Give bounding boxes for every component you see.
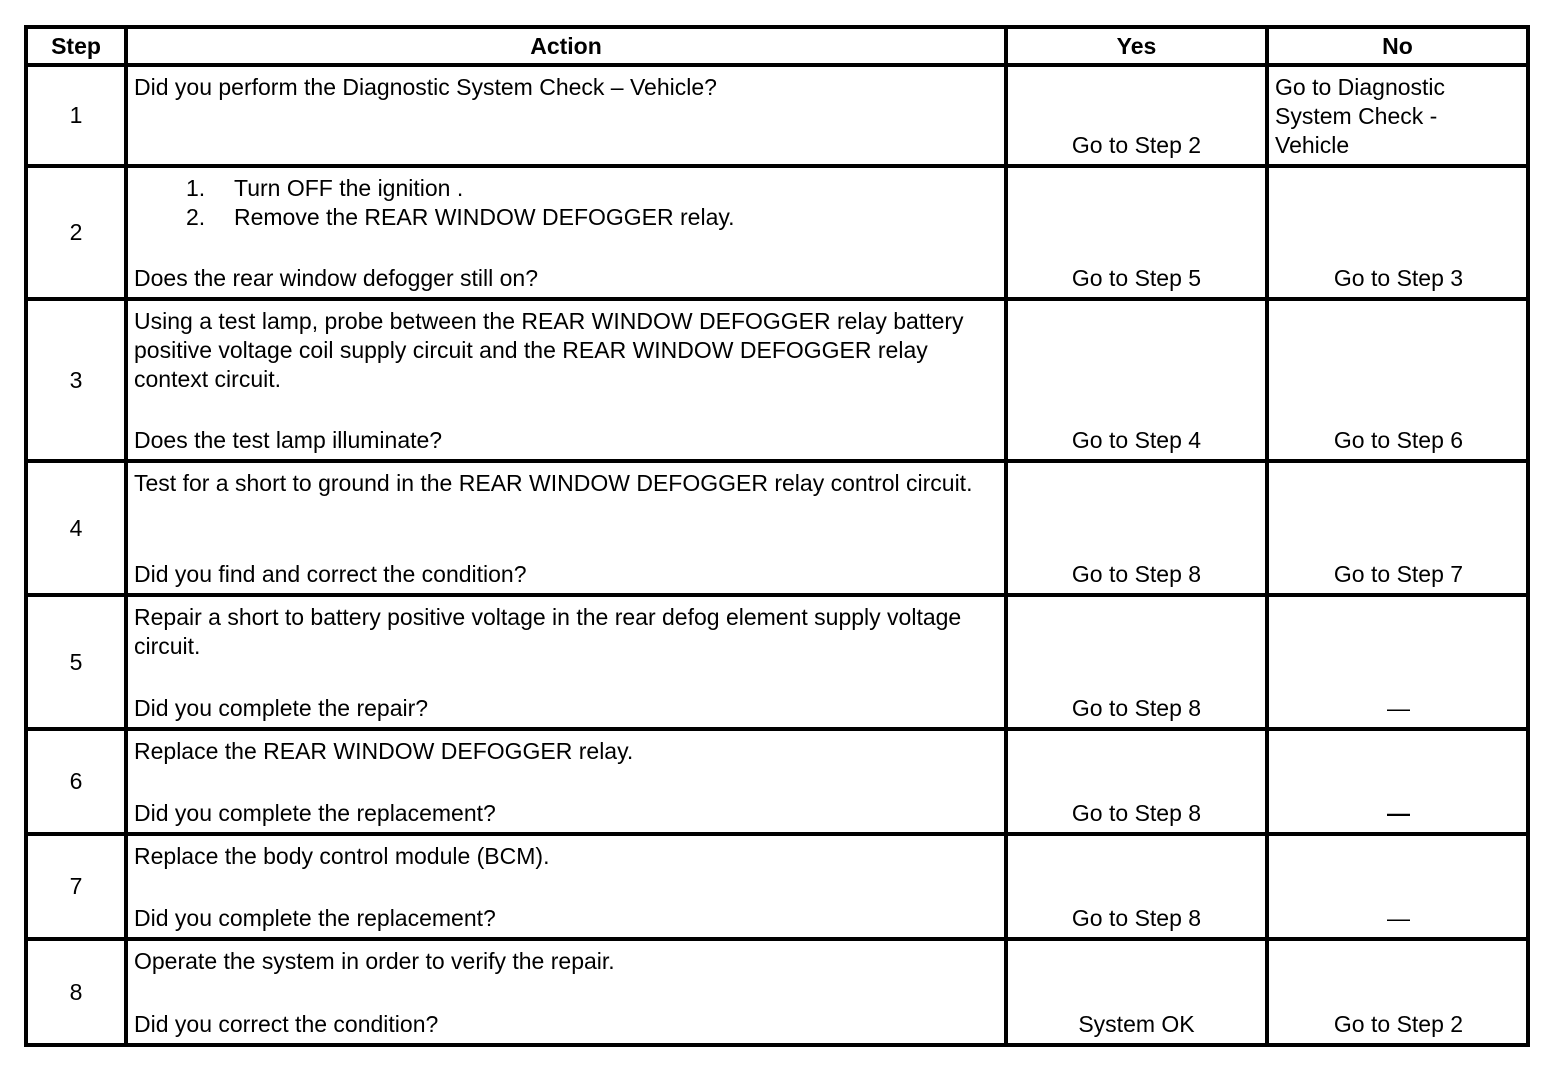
- no-cell: [1267, 461, 1528, 595]
- yes-result: Go to Step 8: [1071, 561, 1202, 587]
- yes-result: Go to Step 8: [1071, 800, 1202, 826]
- yes-cell: [1006, 299, 1267, 461]
- list-item-number: 2.: [186, 204, 206, 230]
- action-question: Did you complete the repair?: [134, 695, 429, 721]
- header-yes: Yes: [1006, 27, 1267, 65]
- procedure-list: [134, 174, 998, 232]
- list-item-number: 1.: [186, 175, 206, 201]
- no-result: Go to Step 2: [1333, 1011, 1464, 1037]
- table-row: [26, 166, 1528, 299]
- list-item: [186, 174, 998, 203]
- action-cell: [126, 166, 1006, 299]
- yes-cell: [1006, 65, 1267, 166]
- action-text: Operate the system in order to verify the repair.: [134, 948, 615, 974]
- header-step: Step: [26, 27, 126, 65]
- table-row: [26, 729, 1528, 834]
- yes-cell: [1006, 729, 1267, 834]
- step-number: 4: [26, 461, 126, 595]
- action-cell: [126, 834, 1006, 939]
- no-cell: [1267, 729, 1528, 834]
- yes-result: Go to Step 8: [1071, 905, 1202, 931]
- step-number: 2: [26, 166, 126, 299]
- table-row: [26, 595, 1528, 729]
- no-result: Go to Step 6: [1333, 427, 1464, 453]
- table-row: [26, 939, 1528, 1045]
- yes-cell: [1006, 595, 1267, 729]
- list-item-text: Turn OFF the ignition .: [234, 175, 464, 201]
- yes-cell: [1006, 939, 1267, 1045]
- no-cell: [1267, 65, 1528, 166]
- step-number: 5: [26, 595, 126, 729]
- action-question: Did you find and correct the condition?: [134, 561, 527, 587]
- table-row: [26, 65, 1528, 166]
- action-question: Does the rear window defogger still on?: [134, 265, 539, 291]
- step-number: 1: [26, 65, 126, 166]
- header-action: Action: [126, 27, 1006, 65]
- yes-cell: [1006, 166, 1267, 299]
- yes-result: System OK: [1078, 1011, 1195, 1037]
- action-text: Test for a short to ground in the REAR WINDOW DEFOGGER relay control circuit.: [134, 470, 973, 496]
- action-text: Did you perform the Diagnostic System Check – Vehicle?: [134, 74, 717, 100]
- yes-result: Go to Step 8: [1071, 695, 1202, 721]
- header-no: No: [1267, 27, 1528, 65]
- action-cell: [126, 729, 1006, 834]
- yes-result: Go to Step 2: [1071, 132, 1202, 158]
- step-number: 7: [26, 834, 126, 939]
- diagnostic-table: [24, 25, 1530, 1047]
- yes-cell: [1006, 834, 1267, 939]
- action-cell: [126, 65, 1006, 166]
- action-cell: [126, 595, 1006, 729]
- no-cell: [1267, 939, 1528, 1045]
- yes-result: Go to Step 5: [1071, 265, 1202, 291]
- action-cell: [126, 299, 1006, 461]
- action-text: Repair a short to battery positive voltage in the rear defog element supply voltage circuit.: [134, 604, 962, 659]
- no-result: Go to Step 7: [1333, 561, 1464, 587]
- list-item: [186, 203, 998, 232]
- step-number: 6: [26, 729, 126, 834]
- action-question: Did you correct the condition?: [134, 1011, 439, 1037]
- no-cell: [1267, 166, 1528, 299]
- action-text: Replace the REAR WINDOW DEFOGGER relay.: [134, 738, 634, 764]
- no-result: —: [1387, 695, 1410, 721]
- no-result: Go to Diagnostic System Check - Vehicle: [1275, 74, 1446, 158]
- action-question: Did you complete the replacement?: [134, 800, 496, 826]
- action-text: Replace the body control module (BCM).: [134, 843, 550, 869]
- no-cell: [1267, 834, 1528, 939]
- no-result: Go to Step 3: [1333, 265, 1464, 291]
- action-question: Did you complete the replacement?: [134, 905, 496, 931]
- yes-cell: [1006, 461, 1267, 595]
- table-row: [26, 299, 1528, 461]
- no-cell: [1267, 299, 1528, 461]
- step-number: 3: [26, 299, 126, 461]
- step-number: 8: [26, 939, 126, 1045]
- yes-result: Go to Step 4: [1071, 427, 1202, 453]
- header-row: [26, 27, 1528, 65]
- action-text: Using a test lamp, probe between the REAR WINDOW DEFOGGER relay battery positive voltage coil supply circuit and the REAR WINDOW DEFOGGER relay context circuit.: [134, 308, 964, 392]
- table-row: [26, 834, 1528, 939]
- no-result: —: [1387, 905, 1410, 931]
- action-cell: [126, 461, 1006, 595]
- table-row: [26, 461, 1528, 595]
- action-cell: [126, 939, 1006, 1045]
- list-item-text: Remove the REAR WINDOW DEFOGGER relay.: [234, 204, 735, 230]
- no-cell: [1267, 595, 1528, 729]
- no-result: —: [1387, 800, 1410, 826]
- action-question: Does the test lamp illuminate?: [134, 427, 443, 453]
